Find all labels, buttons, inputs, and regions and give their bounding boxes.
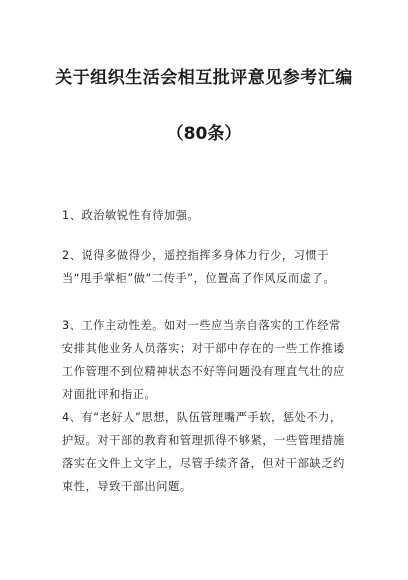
list-item: 4、有“老好人”思想，队伍管理嘴严手软，惩处不力，护短。对干部的教育和管理抓得不够紧，一些管理措施落实在文件上文字上，尽管手续齐备，但对干部缺乏约束性，导致干部出问题。: [62, 411, 345, 493]
document-subtitle: （80条）: [166, 124, 242, 144]
list-item: 2、说得多做得少，遥控指挥多身体力行少，习惯于当“甩手掌柜”做“二传手”，位置高了作风反而虚了。: [62, 249, 336, 285]
document-title: 关于组织生活会相互批评意见参考汇编: [55, 68, 353, 88]
list-item: 3、工作主动性差。如对一些应当亲自落实的工作经常安排其他业务人员落实；对干部中存在的一些工作推诿工作管理不到位精神状态不好等问题没有理直气壮的应对面批评和指正。: [62, 319, 345, 401]
list-item: 1、政治敏锐性有待加强。: [62, 209, 200, 222]
